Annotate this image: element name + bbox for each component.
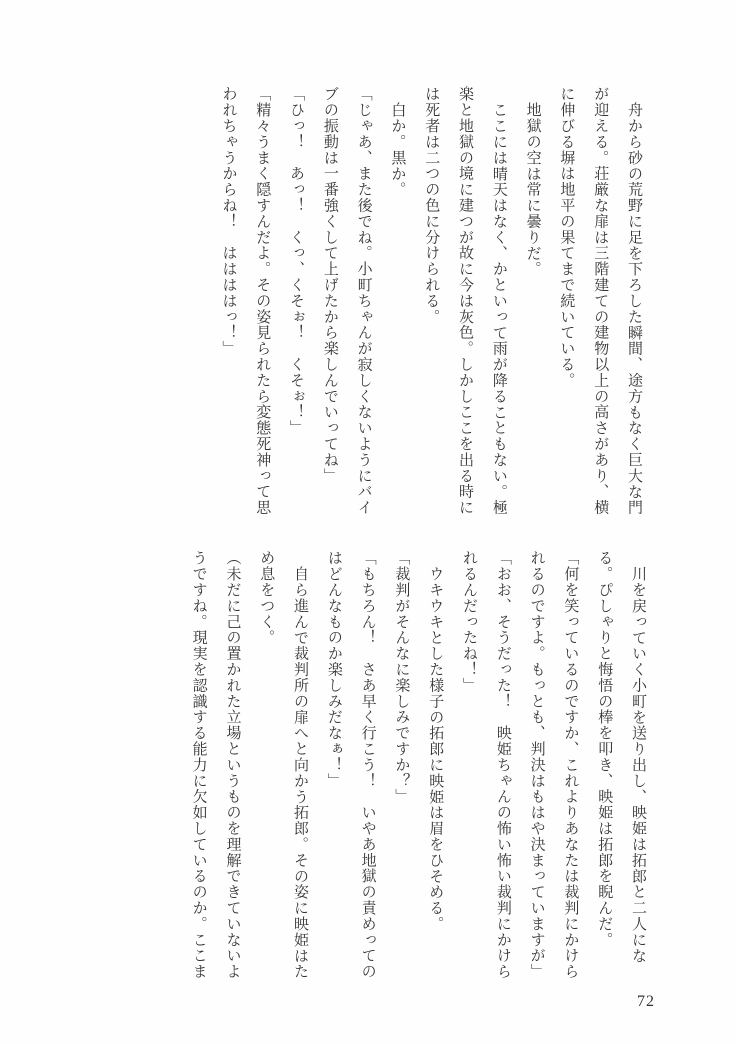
text-line: 舟から砂の荒野に足を下ろした瞬間、途方もなく巨大な門 [626, 102, 642, 516]
text-line: ウキウキとした様子の拓郎に映姫は眉をひそめる。 [427, 566, 444, 932]
text-line: うですね。現実を認識する能力に欠如しているのか。ここま [190, 550, 207, 980]
text-line: 楽と地獄の境に建つが故に今は灰色。しかしここを出る時に [457, 86, 474, 516]
text-line: 白か。黒か。 [389, 102, 406, 198]
text-line: に伸びる塀は地平の果てまで続いている。 [558, 86, 575, 389]
text-line: 「裁判がそんなに楽しみですか？」 [393, 550, 410, 805]
text-line: はどんなものか楽しみだなぁ！」 [325, 550, 342, 789]
text-line: （未だに己の置かれた立場というものを理解できていないよ [224, 550, 241, 980]
text-line: われちゃうからね！ ははははっ！」 [220, 86, 237, 357]
text-line: が迎える。荘厳な扉は三階建ての建物以上の高さがあり、横 [592, 86, 609, 516]
text-line: る。ぴしゃりと悔悟の棒を叩き、映姫は拓郎を睨んだ。 [596, 550, 613, 948]
text-line: れるのですよ。もっとも、判決はもはや決まっていますが」 [528, 550, 545, 980]
page-number: 72 [637, 993, 655, 1010]
text-line: ここには晴天はなく、かといって雨が降ることもない。極 [490, 102, 507, 516]
text-line: 「おお、そうだった！ 映姫ちゃんの怖い怖い裁判にかけら [494, 550, 511, 980]
text-line: 「何を笑っているのですか、これよりあなたは裁判にかけら [562, 550, 579, 980]
text-line: 地獄の空は常に曇りだ。 [524, 102, 541, 277]
text-line: 「ひっ！ あっ！ くっ、くそぉ！ くそぉ！」 [288, 86, 305, 436]
text-line: 川を戻っていく小町を送り出し、映姫は拓郎と二人にな [630, 566, 646, 964]
lower-text-block [181, 550, 654, 982]
text-line: は死者は二つの色に分けられる。 [423, 86, 440, 325]
text-line: 自ら進んで裁判所の扉へと向かう拓郎。その姿に映姫はた [292, 566, 309, 980]
text-line: ブの振動は一番強くして上げたから楽しんでいってね」 [321, 86, 338, 484]
text-line: 「精々うまく隠すんだよ。その姿見られたら変態死神って思 [254, 86, 271, 516]
text-line: 「じゃあ、また後でね。小町ちゃんが寂しくないようにバイ [355, 86, 372, 516]
upper-text-block [211, 86, 650, 518]
text-line: れるんだったね！」 [461, 550, 478, 694]
text-line: 「もちろん！ さあ早く行こう！ いやあ地獄の責めっての [359, 550, 376, 980]
text-line: め息をつく。 [258, 550, 275, 646]
